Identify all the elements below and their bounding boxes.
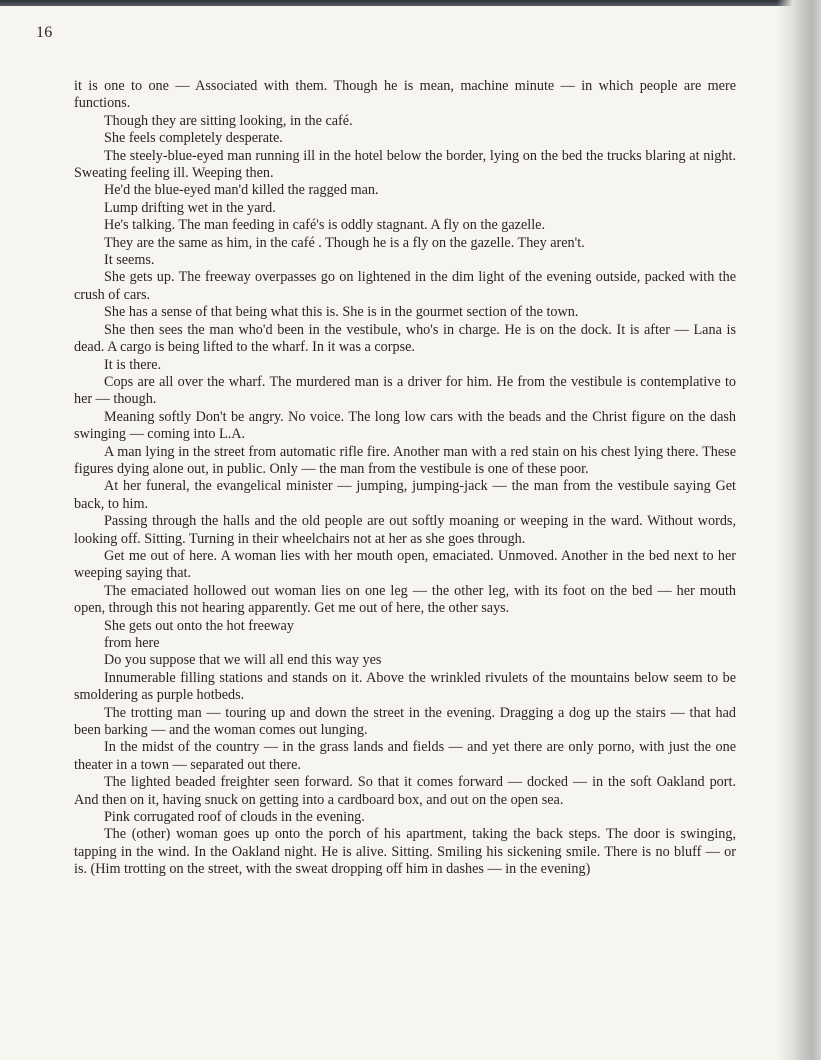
paragraph: At her funeral, the evangelical minister — jumping, jumping-jack — the man from the vestibule saying Get back, to him. [74,478,736,512]
paragraph: Lump drifting wet in the yard. [104,199,276,216]
paragraph: Innumerable filling stations and stands on it. Above the wrinkled rivulets of the mountains below seem to be smoldering as purple hotbeds. [74,669,736,704]
paragraph: Cops are all over the wharf. The murdered man is a driver for him. He from the vestibule is contemplative to her — though. [74,373,736,408]
paragraph: She gets up. The freeway overpasses go on lightened in the dim light of the evening outside, packed with the crush of cars. [74,269,736,303]
paragraph: She gets out onto the hot freeway [104,617,294,634]
paragraph: She has a sense of that being what this is. She is in the gourmet section of the town. [104,304,579,321]
paragraph: A man lying in the street from automatic rifle fire. Another man with a red stain on his chest lying there. These figures dying alone out, in public. Only — the man from the vestibule is one of these poor. [74,443,736,477]
book-spine-shadow [777,0,821,1060]
paragraph: Do you suppose that we will all end this way yes [104,652,382,669]
paragraph: Meaning softly Don't be angry. No voice. The long low cars with the beads and the Christ figure on the dash swinging — coming into L.A. [74,408,736,443]
paragraph: Get me out of here. A woman lies with her mouth open, emaciated. Unmoved. Another in the bed next to her weeping saying that. [74,547,736,582]
paragraph: The emaciated hollowed out woman lies on one leg — the other leg, with its foot on the bed — her mouth open, through this not hearing apparently. Get me out of here, the other says. [74,582,736,617]
paragraph: She then sees the man who'd been in the vestibule, who's in charge. He is on the dock. It is after — Lana is dead. A cargo is being lifted to the wharf. In it was a corpse. [74,321,736,356]
paragraph: The lighted beaded freighter seen forward. So that it comes forward — docked — in the soft Oakland port. And then on it, having snuck on getting into a cardboard box, and out on the open sea. [74,774,736,808]
paragraph: In the midst of the country — in the grass lands and fields — and yet there are only porno, with just the one theater in a town — separated out there. [74,739,736,773]
page-number: 16 [36,24,53,41]
paragraph: Pink corrugated roof of clouds in the evening. [104,809,365,826]
paragraph: Passing through the halls and the old people are out softly moaning or weeping in the ward. Without words, looking off. Sitting. Turning in their wheelchairs not at her as she goes through. [74,513,736,547]
paragraph: He'd the blue-eyed man'd killed the ragged man. [104,182,379,199]
paragraph: They are the same as him, in the café . Though he is a fly on the gazelle. They aren't. [104,234,585,251]
paragraph: It is there. [104,356,162,373]
paragraph: The steely-blue-eyed man running ill in the hotel below the border, lying on the bed the trucks blaring at night. Sweating feeling ill. Weeping then. [74,147,736,182]
paragraph: it is one to one — Associated with them. Though he is mean, machine minute — in which people are mere functions. [74,78,736,112]
paragraph: from here [104,635,160,651]
paragraph: It seems. [104,252,155,269]
top-edge-bar [0,0,821,6]
paragraph: She feels completely desperate. [104,130,283,147]
paragraph: The (other) woman goes up onto the porch of his apartment, taking the back steps. The door is swinging, tapping in the wind. In the Oakland night. He is alive. Sitting. Smiling his sickening smile. There is no bluff — or is. (Him trotting on the street, with the sweat dropping off him in dashes — in the evening) [74,826,736,878]
body-text [74,78,736,879]
paragraph: Though they are sitting looking, in the café. [104,112,353,129]
paragraph: He's talking. The man feeding in café's is oddly stagnant. A fly on the gazelle. [104,217,546,234]
paragraph: The trotting man — touring up and down the street in the evening. Dragging a dog up the stairs — that had been barking — and the woman comes out lunging. [74,704,736,739]
